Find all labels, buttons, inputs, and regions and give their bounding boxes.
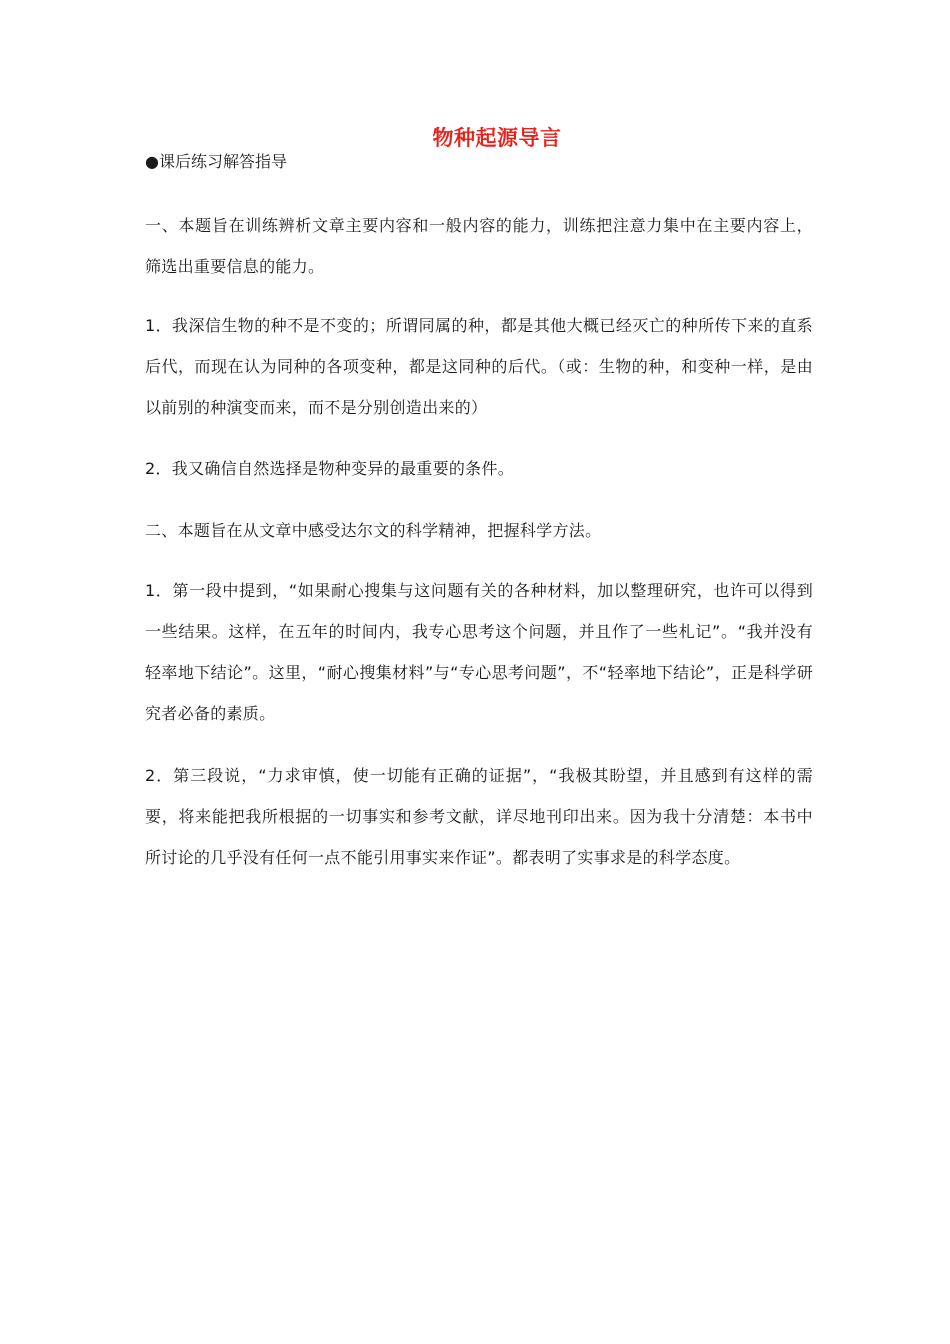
paragraph-4: 二、本题旨在从文章中感受达尔文的科学精神，把握科学方法。 <box>145 521 602 540</box>
section-heading: ●课后练习解答指导 <box>145 152 287 171</box>
paragraph-5: 1．第一段中提到，“如果耐心搜集与这问题有关的各种材料，加以整理研究，也许可以得到一些结果。这样，在五年的时间内，我专心思考这个问题，并且作了一些札记”。“我并没有轻率地下结论”。这里，“耐心搜集材料”与“专心思考问题”，不“轻率地下结论”，正是科学研究者必备的素质。 <box>145 581 813 723</box>
paragraph-2: 1．我深信生物的种不是不变的；所谓同属的种，都是其他大概已经灭亡的种所传下来的直系后代，而现在认为同种的各项变种，都是这同种的后代。（或：生物的种，和变种一样，是由以前别的种演变而来，而不是分别创造出来的） <box>145 316 813 417</box>
paragraph-1: 一、本题旨在训练辨析文章主要内容和一般内容的能力，训练把注意力集中在主要内容上，筛选出重要信息的能力。 <box>145 216 813 276</box>
page-title: 物种起源导言 <box>432 126 562 150</box>
paragraph-6: 2．第三段说，“力求审慎，使一切能有正确的证据”，“我极其盼望，并且感到有这样的需要，将来能把我所根据的一切事实和参考文献，详尽地刊印出来。因为我十分清楚：本书中所讨论的几乎没有任何一点不能引用事实来作证”。都表明了实事求是的科学态度。 <box>145 766 813 867</box>
paragraph-3: 2．我又确信自然选择是物种变异的最重要的条件。 <box>145 459 515 478</box>
